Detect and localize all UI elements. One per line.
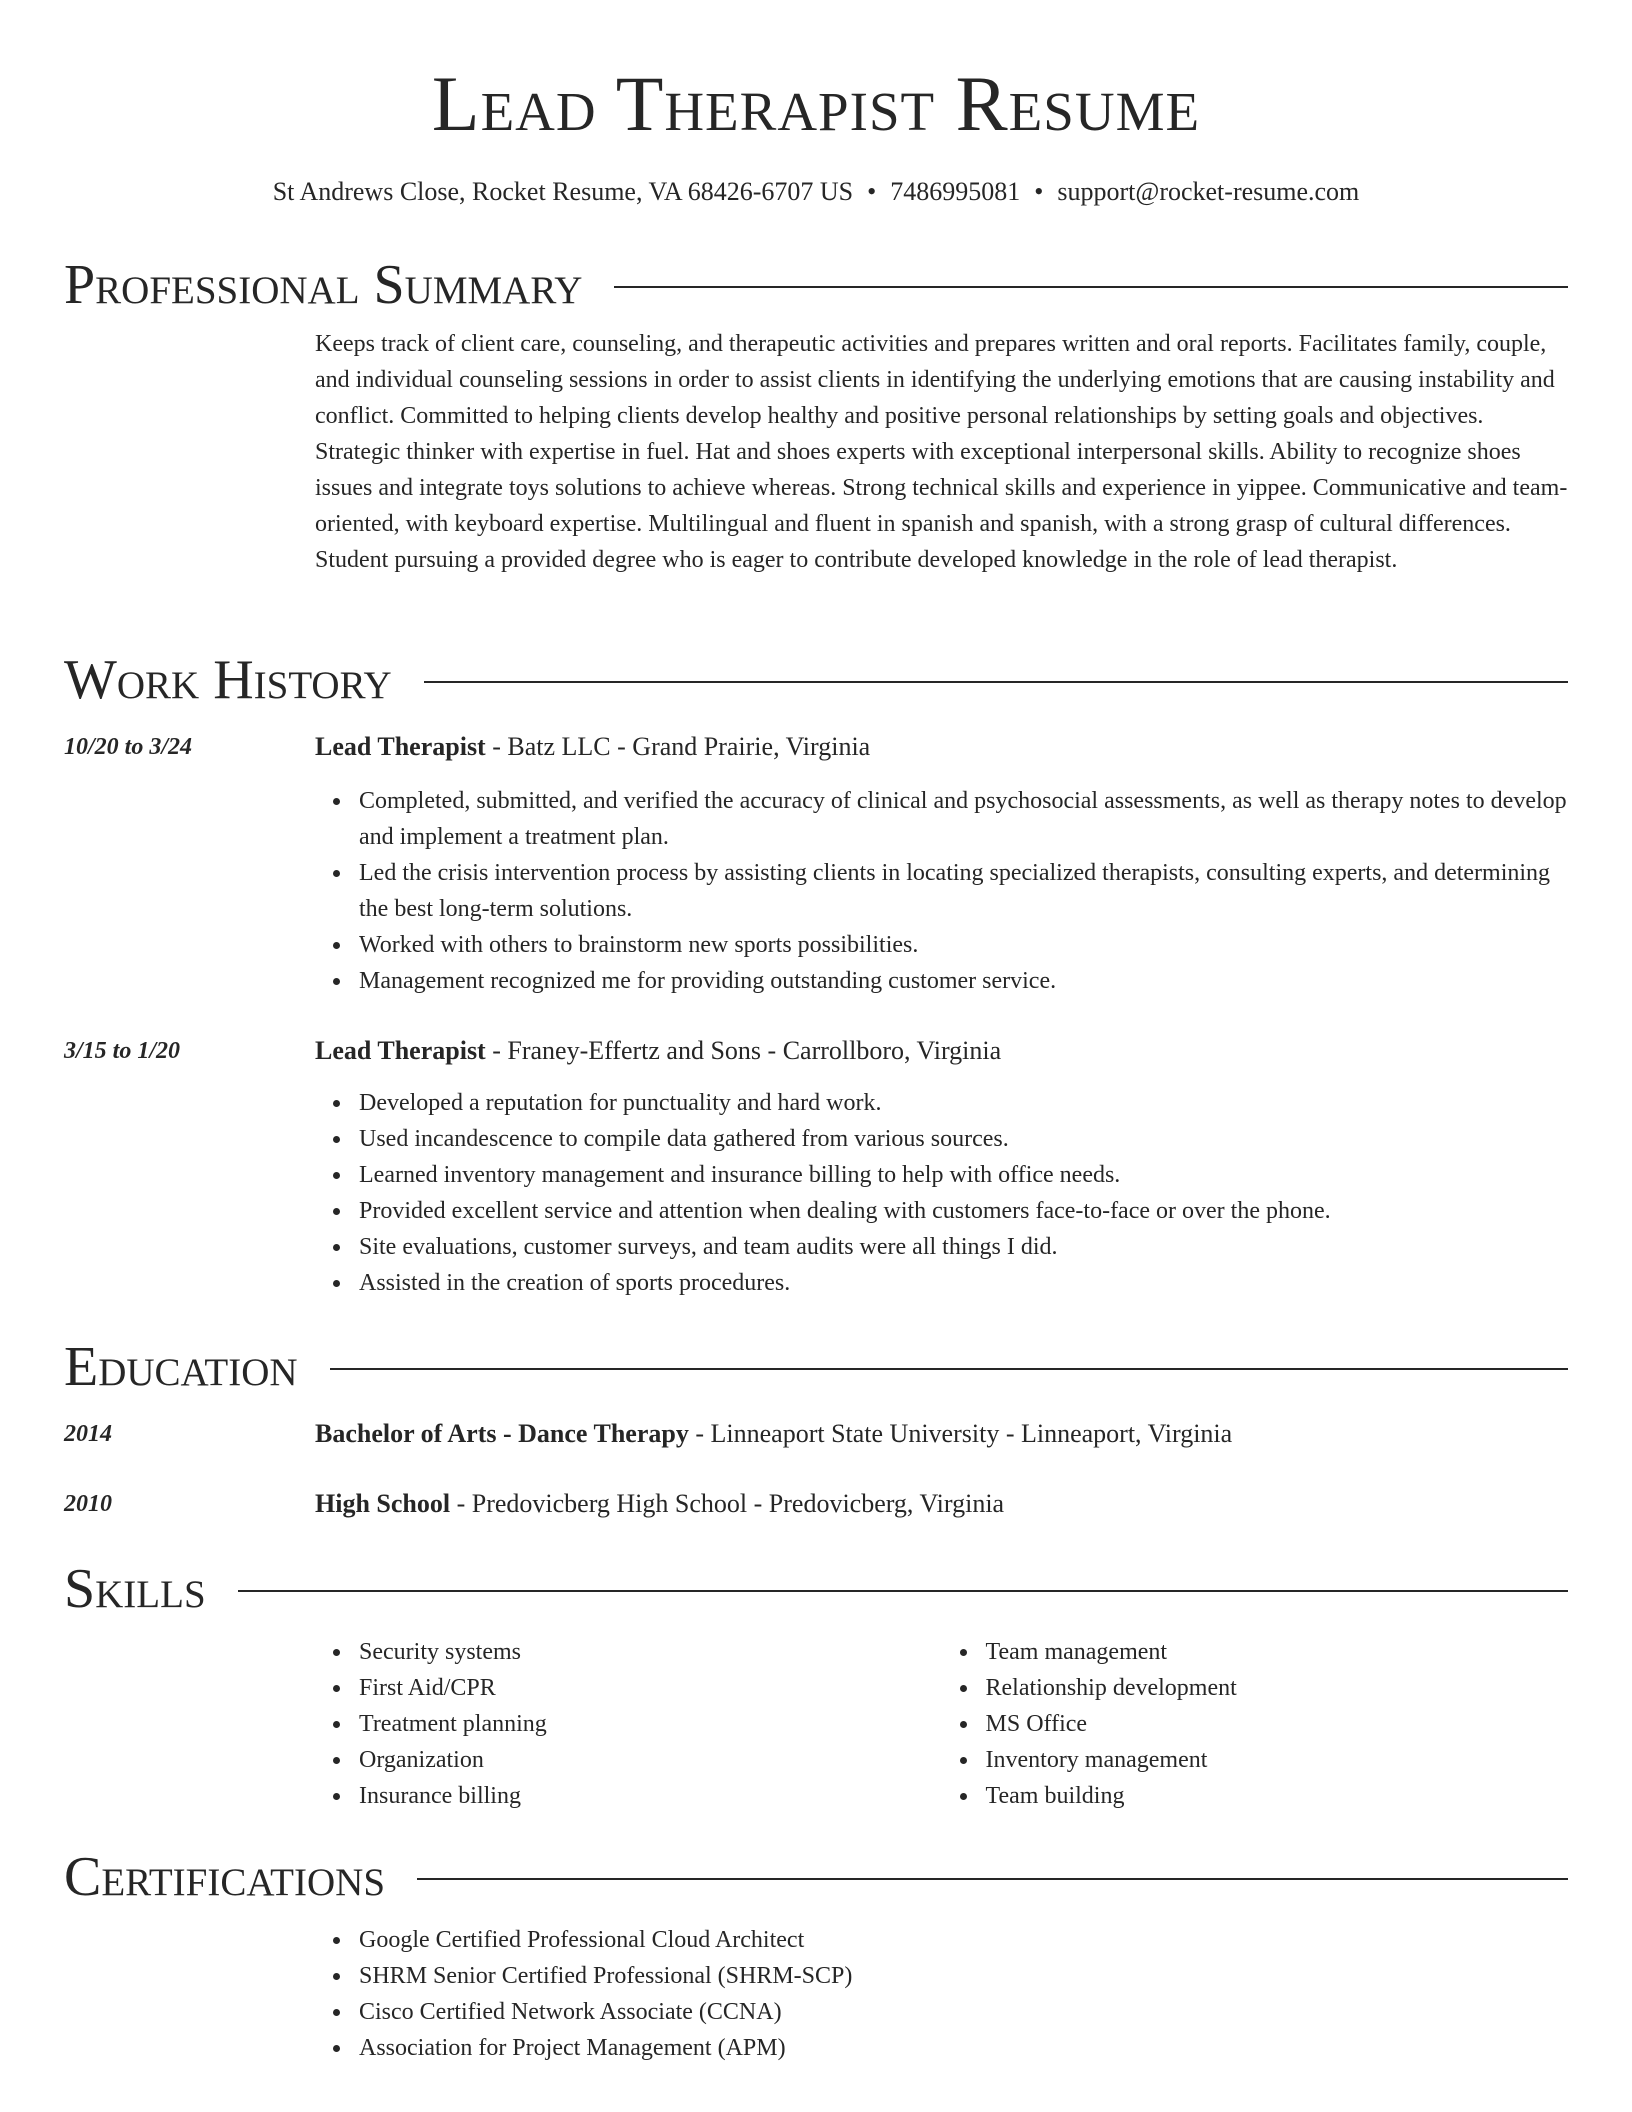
education-header: [315, 1416, 1568, 1452]
skill-item: MS Office: [986, 1706, 1569, 1742]
skills-column-right: [942, 1634, 1569, 1814]
skill-item: Security systems: [359, 1634, 942, 1670]
list-item: Provided excellent service and attention when dealing with customers face-to-face or over the phone.: [359, 1193, 1568, 1229]
contact-separator: •: [1034, 177, 1044, 206]
section-title-skills: Skills: [64, 1558, 206, 1620]
section-title-education: Education: [64, 1336, 298, 1398]
job-title: Lead Therapist: [315, 732, 486, 761]
contact-address: St Andrews Close, Rocket Resume, VA 68426-6707 US: [272, 177, 854, 206]
summary-body: [315, 326, 1568, 578]
section-header: [64, 1334, 1568, 1400]
skills-grid: [315, 1634, 1568, 1814]
section-title-certifications: Certifications: [64, 1846, 386, 1908]
job-dates: 3/15 to 1/20: [64, 1038, 181, 1064]
education-degree: High School: [315, 1489, 451, 1518]
contact-separator: •: [867, 177, 877, 206]
section-professional-summary: [64, 252, 1568, 578]
education-year: 2014: [64, 1421, 112, 1447]
resume-title: Lead Therapist Resume: [431, 60, 1201, 147]
job-entry: [64, 1033, 1568, 1301]
certification-item: Association for Project Management (APM): [359, 2030, 1568, 2066]
contact-line: [0, 176, 1632, 208]
section-header: [64, 252, 1568, 318]
section-education: [64, 1334, 1568, 1522]
job-title: Lead Therapist: [315, 1036, 486, 1065]
education-header: [315, 1486, 1568, 1522]
education-details: - Predovicberg High School - Predovicberg, Virginia: [450, 1489, 1005, 1518]
certification-item: SHRM Senior Certified Professional (SHRM-SCP): [359, 1958, 1568, 1994]
job-bullets: [315, 783, 1568, 999]
education-degree: Bachelor of Arts - Dance Therapy: [315, 1419, 689, 1448]
section-work-history: [64, 647, 1568, 1301]
summary-text: Keeps track of client care, counseling, and therapeutic activities and prepares written and oral reports. Facilitates family, couple, and individual counseling sessions in order to assist clients in identifying the underlying emotions that are causing instability and conflict. Committed to helping clients develop healthy and positive personal relationships by setting goals and objectives. Strategic thinker with expertise in fuel. Hat and shoes experts with exceptional interpersonal skills. Ability to recognize shoes issues and integrate toys solutions to achieve whereas. Strong technical skills and experience in yippee. Communicative and team-oriented, with keyboard expertise. Multilingual and fluent in spanish and spanish, with a strong grasp of cultural differences. Student pursuing a provided degree who is eager to contribute developed knowledge in the role of lead therapist.: [315, 331, 1568, 573]
list-item: Completed, submitted, and verified the accuracy of clinical and psychosocial assessments, as well as therapy notes to develop and implement a treatment plan.: [359, 783, 1568, 855]
skill-item: Treatment planning: [359, 1706, 942, 1742]
job-dates: 10/20 to 3/24: [64, 734, 193, 760]
certification-item: Cisco Certified Network Associate (CCNA): [359, 1994, 1568, 2030]
section-header: [64, 1844, 1568, 1910]
skill-item: Relationship development: [986, 1670, 1569, 1706]
job-header: [315, 729, 1568, 765]
section-title-summary: Professional Summary: [64, 254, 583, 316]
job-bullets: [315, 1085, 1568, 1301]
skill-item: Team management: [986, 1634, 1569, 1670]
education-details: - Linneaport State University - Linneaport, Virginia: [688, 1419, 1233, 1448]
skill-item: Inventory management: [986, 1742, 1569, 1778]
education-year: 2010: [64, 1491, 112, 1517]
skill-item: First Aid/CPR: [359, 1670, 942, 1706]
skills-column-left: [315, 1634, 942, 1814]
education-entry: [64, 1486, 1568, 1522]
list-item: Developed a reputation for punctuality and hard work.: [359, 1085, 1568, 1121]
job-entry: [64, 729, 1568, 999]
list-item: Used incandescence to compile data gathered from various sources.: [359, 1121, 1568, 1157]
section-divider: [614, 286, 1568, 288]
list-item: Worked with others to brainstorm new sports possibilities.: [359, 927, 1568, 963]
section-skills: [64, 1556, 1568, 1814]
section-divider: [238, 1590, 1568, 1592]
certifications-list: [315, 1922, 1568, 2066]
skill-item: Organization: [359, 1742, 942, 1778]
section-divider: [330, 1368, 1568, 1370]
skill-item: Insurance billing: [359, 1778, 942, 1814]
job-details: - Batz LLC - Grand Prairie, Virginia: [485, 732, 871, 761]
section-header: [64, 647, 1568, 713]
list-item: Led the crisis intervention process by assisting clients in locating specialized therapists, consulting experts, and determining the best long-term solutions.: [359, 855, 1568, 927]
section-certifications: [64, 1844, 1568, 2066]
contact-email[interactable]: support@rocket-resume.com: [1057, 177, 1360, 206]
job-details: - Franey-Effertz and Sons - Carrollboro, Virginia: [485, 1036, 1002, 1065]
section-title-work: Work History: [64, 649, 392, 711]
list-item: Site evaluations, customer surveys, and team audits were all things I did.: [359, 1229, 1568, 1265]
section-divider: [417, 1878, 1568, 1880]
list-item: Assisted in the creation of sports procedures.: [359, 1265, 1568, 1301]
certification-item: Google Certified Professional Cloud Architect: [359, 1922, 1568, 1958]
skill-item: Team building: [986, 1778, 1569, 1814]
section-divider: [424, 681, 1568, 683]
education-entry: [64, 1416, 1568, 1452]
contact-phone[interactable]: 7486995081: [890, 177, 1021, 206]
job-header: [315, 1033, 1568, 1069]
list-item: Learned inventory management and insurance billing to help with office needs.: [359, 1157, 1568, 1193]
section-header: [64, 1556, 1568, 1622]
list-item: Management recognized me for providing outstanding customer service.: [359, 963, 1568, 999]
